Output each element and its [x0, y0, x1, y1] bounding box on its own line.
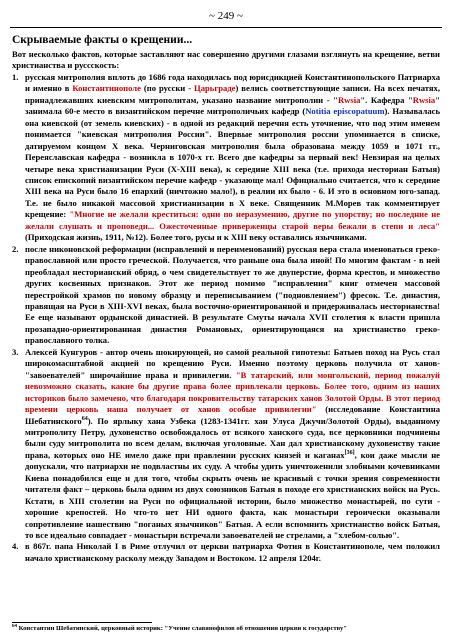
- text-run: после никоновской реформации (исправлений и переименований) русская вера стала именоваться греко-православной или просто греческой. Получается, что раньше она была иной! По многим фактам - в ней преобладал несторианский обряд, о чем свидетельствует то же двуперстие, форма крестов, и множество других косвенных признаков. Этот же период помимо "исправления" книг отмечен массовой перестройкой храмов по новому образцу и переписыванием ("подновлением") фресок. Т.е. династия, правящая на Руси в XIII-XVI веках, была восточно-ориентированной и придерживалась несторианства! Ее еще называют ордынской династией. В результате Смуты начала XVII столетия к власти пришла прозападно-ориентированная династия Романовых, ориентирующаяся на христианство греко-православного толка.: [25, 243, 440, 346]
- text-run: в 867г. папа Николай I в Риме отлучил от церкви патриарха Фотия в Константинополе, чем положил начало христианскому расколу между Западом и Востоком. 12 апреля 1204г.: [25, 541, 440, 563]
- fact-item: [12, 244, 440, 347]
- text-run: (Приходская жизнь, 1911, №12). Более того, русы и к XIII веку оставались язычниками.: [25, 232, 367, 243]
- fact-number: 4.: [12, 541, 19, 552]
- highlighted-text: "В татарский, или монгольский, период пожалуй невозможно сказать, какие бы другие права более привлекали церковь. Более того, одним из наших историков было замечено, что благодаря покровительству татарских ханов Золотой Орды. В этот период времени церковь наша получает от ханов особые привилегии": [25, 369, 441, 415]
- footnote-number: 64: [12, 624, 17, 629]
- fact-number: 2.: [12, 243, 19, 254]
- highlighted-text: Царьграде: [194, 83, 236, 94]
- fact-number: 1.: [12, 71, 19, 82]
- text-run: , кои даже мысли не допускали, что патриархи не подвластны их суду. А чтобы удить уничтоженили злобными кочевниками Киева понадобился еще и для того, чтобы скрыть очень не красивый с точки зрения современности читателя факт – церковь была одним из двух союзников Батыя в походе его христианских войск на Русь. Кстати, в XIII столетии на Руси по официальной истории, было множество монастырей, по сути - хорошие крепостей. Но что-то нет НИ одного факта, как монастыри героически оказывали сопротивление нашествию "поганых язычников" Батыя. А если вспомнить христианство войск Батыя, то все идеально совпадает - монастыри встречали завоевателей не стрелами, а "хлебом-солью".: [25, 449, 440, 541]
- highlighted-text: Константинополе: [72, 83, 141, 94]
- header-divider: [10, 27, 442, 28]
- fact-item: [12, 541, 440, 564]
- fact-text: [25, 244, 440, 347]
- text-run: " занимала 60-е место в византийском перечне митрополичьих кафедр (: [25, 94, 440, 117]
- reference-marker: 64: [81, 415, 88, 422]
- fact-item: [12, 347, 440, 542]
- footnote-text: Константин Шебатинский, церковный историк: "Учение славянофилов об отношении церкви к государству": [18, 625, 347, 632]
- fact-list: [12, 72, 440, 564]
- intro-paragraph: Вот несколько фактов, которые заставляют нас совершенно другими глазами взглянуть на крещение, ветви христианства и руссскость:: [12, 49, 440, 71]
- highlighted-text: "Многие не желали креститься: одни по неразумению, другие по упорству; но последние не желали слушать и проповеди... Ожесточенные приверженцы старой веры бежали в степи и леса": [25, 209, 441, 231]
- fact-text: [25, 72, 440, 244]
- fact-number: 3.: [12, 346, 19, 357]
- fact-text: [25, 541, 440, 564]
- footnote-divider: [12, 622, 152, 623]
- text-run: ". Кафедра ": [360, 94, 413, 105]
- page-number: ~ 249 ~: [209, 10, 243, 22]
- text-run: русская митрополия вплоть до 1686 года находилась под юрисдикцией Константинопольского Патриарха и именно в: [25, 71, 440, 94]
- text-run: (по русски -: [140, 83, 195, 94]
- text-run: ) велись соответствующие записи. На всех печатях, принадлежавших киевским митрополитам, указано название митрополии - ": [25, 83, 441, 105]
- section-title: Скрываемые факты о крещении...: [12, 34, 193, 46]
- fact-item: [12, 72, 440, 244]
- main-content: [12, 30, 440, 564]
- highlighted-text: Rwsia: [412, 94, 436, 105]
- highlighted-text: Notitia episcopatuum: [305, 106, 385, 117]
- highlighted-text: Rwsia: [337, 94, 361, 105]
- fact-text: [25, 347, 440, 542]
- text-run: (исследование Константина Шебатинского: [25, 404, 440, 426]
- reference-marker: [36]: [344, 450, 355, 456]
- text-run: ). По ярлыку хана Узбека (1283-1341гг. хан Улуса Джучи/Золотой Орды), выданному митрополиту Петру, духовенство освобождалось от всякого ханского суда, все церковники подчинены были суду митрополита по всем делам, включая уголовные. Хан дал христианскому духовенству такие права, которых оно НЕ имело даже при правлении русских князей и каганах: [25, 415, 440, 460]
- text-run: Алексей Кунгуров - автор очень шокирующей, но самой реальной гипотезы: Батыев поход на Русь стал широкомасштабной акцией по крещению Руси. Именно поэтому церковь получила от ханов- "завоевателей" широчайшие права и привилегии.: [25, 346, 440, 380]
- text-run: ). Называлась она киевской (от земель киевских) - в одной из редакций перечня есть уточнение, что под этим именем понимается "киевская митрополия России". Впервые митрополия россии упоминается в списке, датируемом концом X века. Черниговская митрополия была образована между 1059 и 1071 гг., Переяславская кафедра - возникла в 1070-х гг. Всего две кафедры за первый век! Невзирая на целых четыре века христианизации Руси (X-XIII века), к середине XIII века (т.е. прихода несториан Батыя) список епископий византийском перечне кафедр - указающе мал! Официально считается, что к середине XIII века на Руси было 16 епархий (ничтожно мало!), в реалии их было - 6. И это в основном юго-запад. Т.е. не было никакой массовой христианизации в X веке. Священник М.Морев так комментирует крещение:: [25, 106, 441, 220]
- footnote: [12, 624, 442, 633]
